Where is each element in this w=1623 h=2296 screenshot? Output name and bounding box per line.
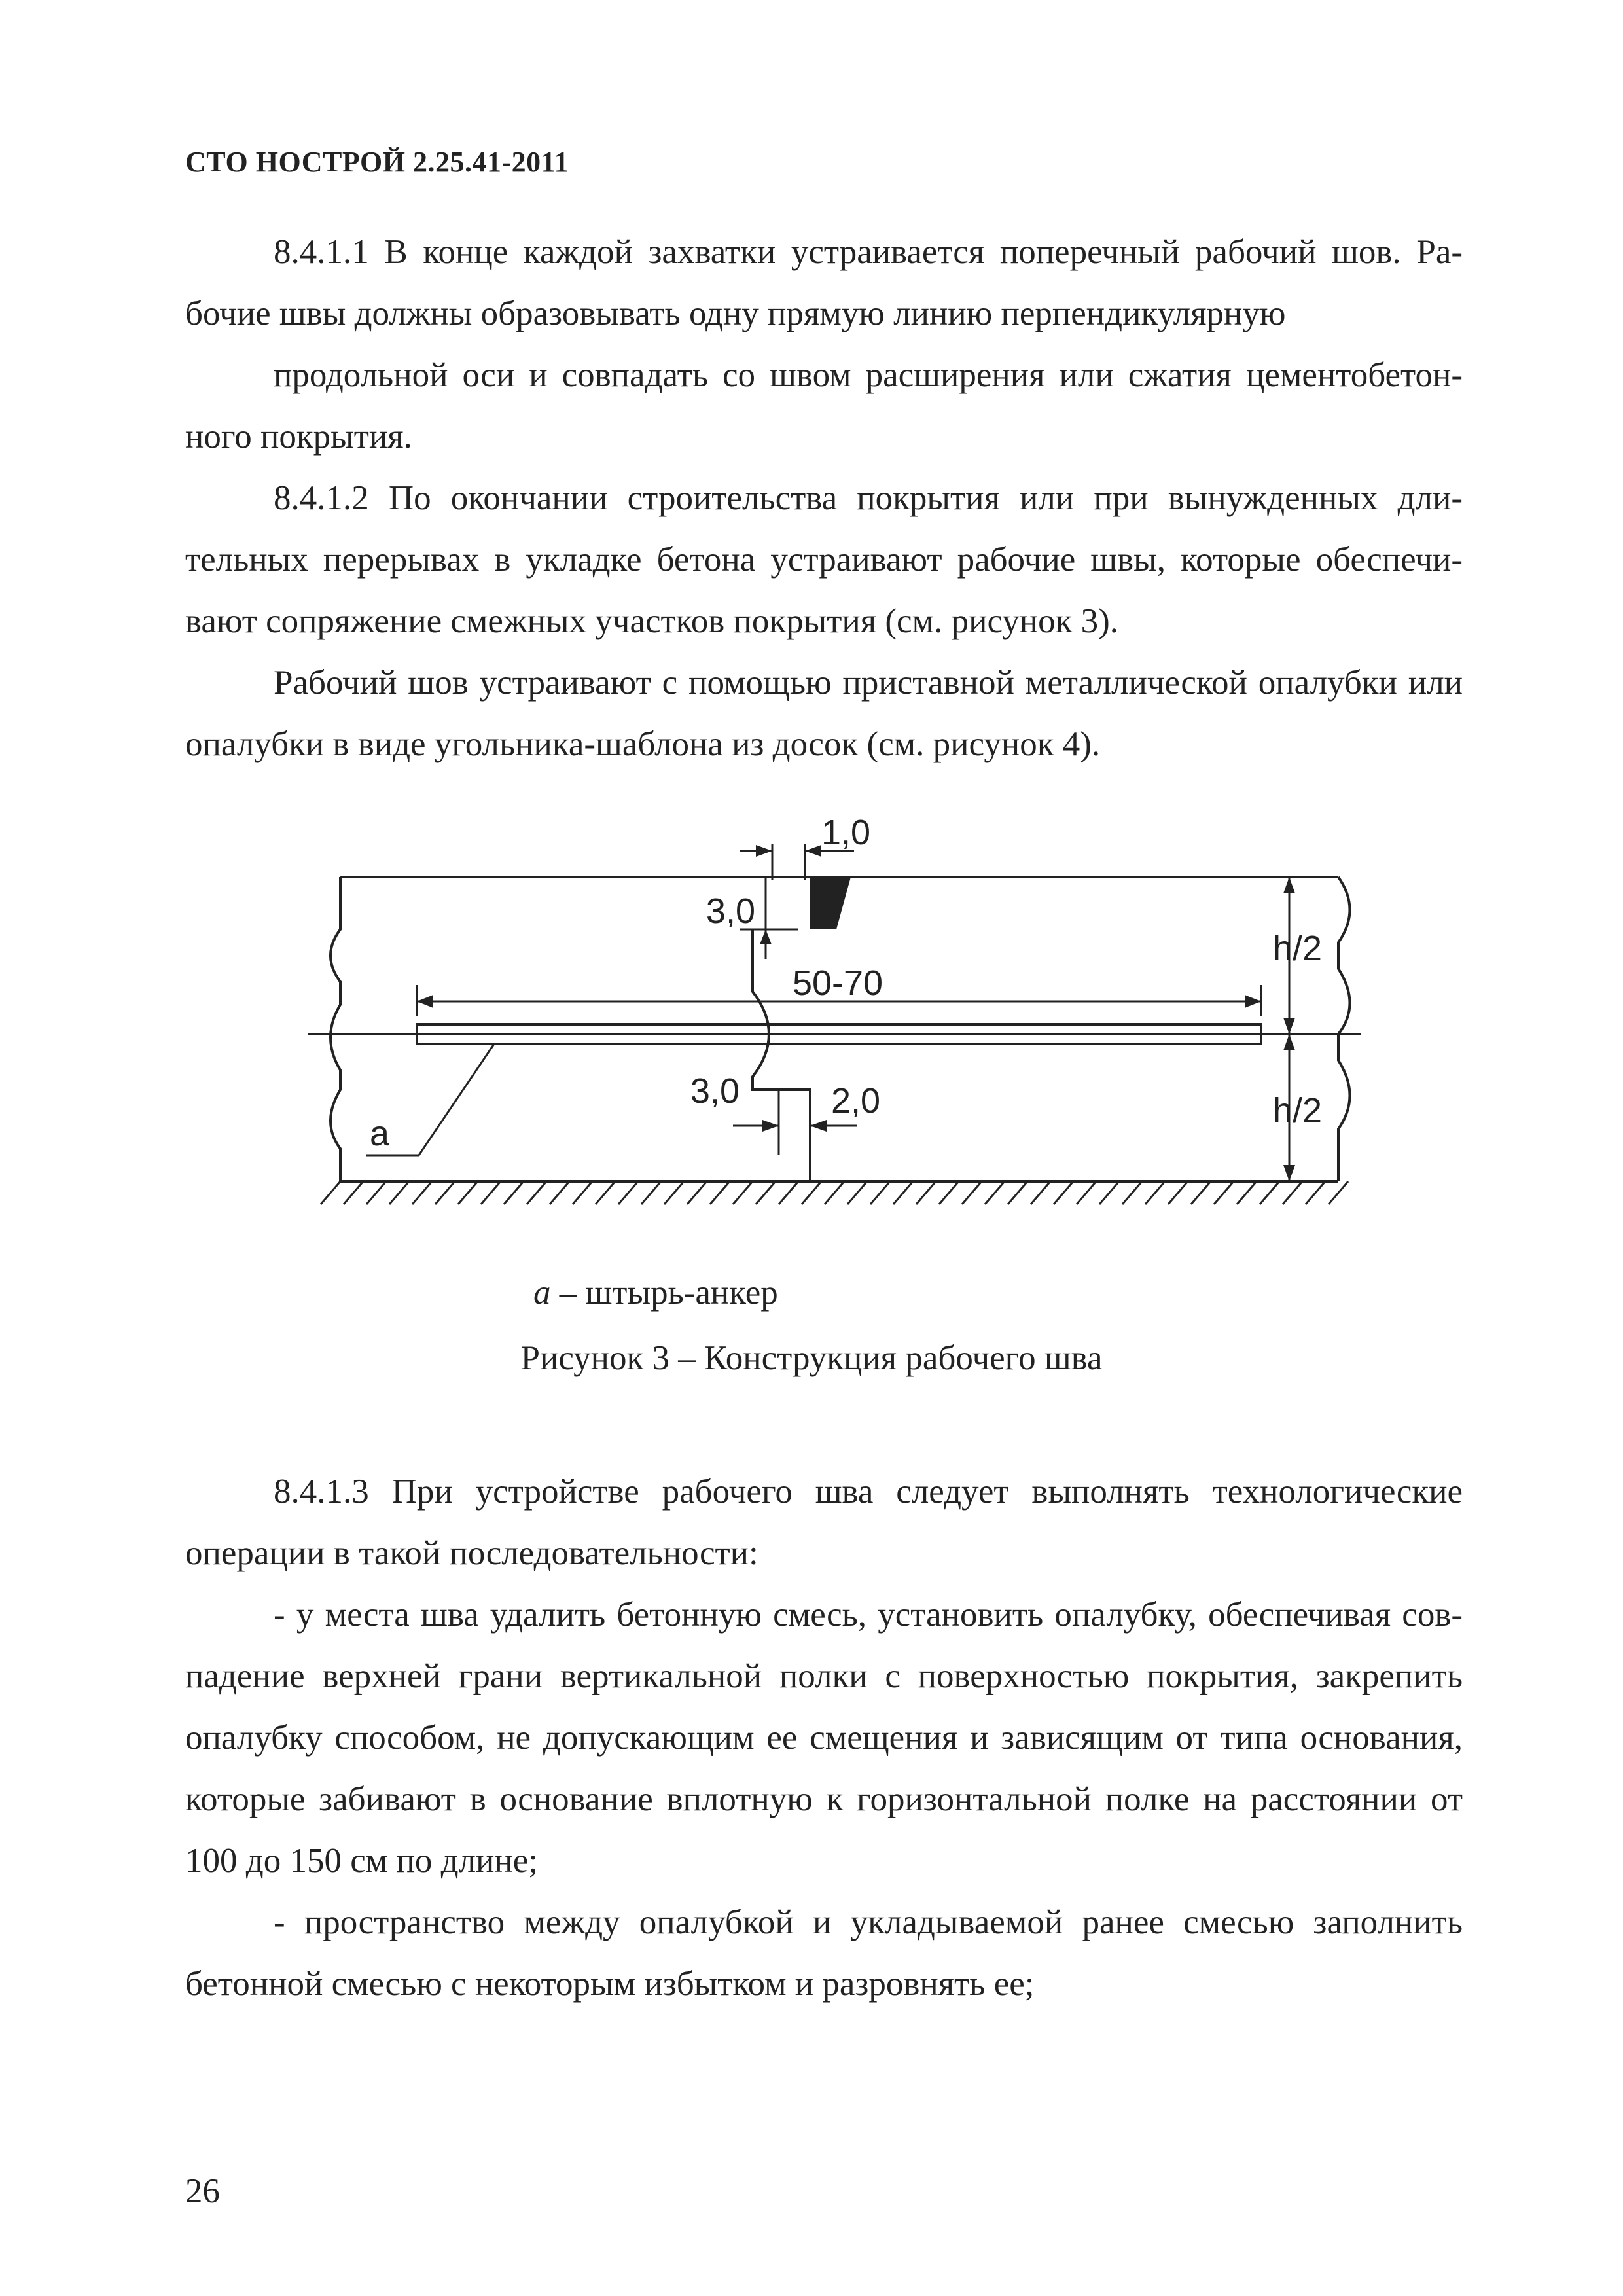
ground-hatching (321, 1181, 1348, 1204)
text-line: Рабочий шов устраивают с помощью приставной металлической опалубки (274, 664, 1397, 702)
arrowhead (760, 929, 772, 944)
text-line: операции в такой последовательности: (185, 1534, 758, 1572)
arrowhead (1283, 1034, 1295, 1050)
anchor-label: а (370, 1114, 390, 1153)
dim-half-upper: h/2 (1272, 929, 1322, 968)
joint-diagram (281, 808, 1394, 1253)
paragraph-8-4-1-1 (185, 221, 1463, 344)
text-line: 100 до 150 см по длине; (185, 1842, 539, 1880)
text-line: или опалубки в виде угольника-шаблона из досок (см. рисунок 4). (185, 664, 1463, 763)
arrowhead (1283, 1165, 1295, 1181)
right-break-line (1338, 877, 1350, 1181)
figure-caption: Рисунок 3 – Конструкция рабочего шва (520, 1339, 1103, 1377)
dim-top-width: 1,0 (821, 813, 871, 852)
dim-step-depth: 3,0 (690, 1071, 740, 1111)
text-line: падение верхней грани вертикальной полки с поверхностью покрытия, закрепить (185, 1657, 1463, 1695)
text-line: продольной оси и совпадать со швом расширения или сжатия цементобетон- (274, 356, 1463, 394)
arrowhead (417, 995, 433, 1008)
left-break-line (330, 877, 340, 1181)
arrowhead (756, 845, 772, 857)
text-line: тельных перерывах в укладке бетона устраивают рабочие швы, которые обеспечи- (185, 541, 1463, 579)
text-line: - у места шва удалить бетонную смесь, установить опалубку, обеспечивая сов- (274, 1596, 1463, 1634)
paragraph-8-4-1-2 (185, 467, 1463, 652)
paragraph-continued (185, 344, 1463, 467)
document-header: СТО НОСТРОЙ 2.25.41-2011 (185, 146, 569, 178)
legend-text: – штырь-анкер (550, 1274, 778, 1312)
text-line: бочие швы должны образовывать одну прямую линию перпендикулярную (185, 295, 1286, 332)
arrowhead (1283, 1018, 1295, 1034)
text-line: 8.4.1.1 В конце каждой захватки устраивается поперечный рабочий шов. Ра- (274, 233, 1463, 271)
list-item-remove-mix (185, 1584, 1463, 1892)
figure-legend (533, 1273, 778, 1312)
joint-sealant (810, 877, 851, 929)
list-item-fill-space (185, 1892, 1463, 2015)
text-line: 8.4.1.3 При устройстве рабочего шва следует выполнять технологические (274, 1473, 1463, 1511)
arrowhead (805, 845, 821, 857)
arrowhead (762, 1120, 779, 1132)
text-line: бетонной смесью с некоторым избытком и разровнять ее; (185, 1965, 1035, 2003)
arrowhead (1283, 877, 1295, 893)
text-line: ного покрытия. (185, 418, 412, 456)
dim-half-lower: h/2 (1272, 1091, 1322, 1130)
page-number: 26 (185, 2172, 220, 2210)
dim-step-width: 2,0 (831, 1081, 881, 1121)
arrowhead (810, 1120, 827, 1132)
text-line: 8.4.1.2 По окончании строительства покрытия или при вынужденных дли- (274, 479, 1463, 517)
text-line: вают сопряжение смежных участков покрытия (см. рисунок 3). (185, 602, 1119, 640)
figure-working-joint (281, 808, 1394, 1253)
dim-top-depth: 3,0 (705, 891, 755, 931)
arrowhead (1245, 995, 1261, 1008)
text-line: - пространство между опалубкой и укладываемой ранее смесью заполнить (274, 1903, 1463, 1941)
dim-length: 50-70 (792, 963, 883, 1003)
text-line: опалубку способом, не допускающим ее смещения и зависящим от типа основания, (185, 1719, 1463, 1757)
paragraph-8-4-1-3 (185, 1461, 1463, 1584)
paragraph-formwork (185, 652, 1463, 775)
text-line: которые забивают в основание вплотную к горизонтальной полке на расстоянии от (185, 1780, 1463, 1818)
legend-letter: а (533, 1274, 551, 1312)
